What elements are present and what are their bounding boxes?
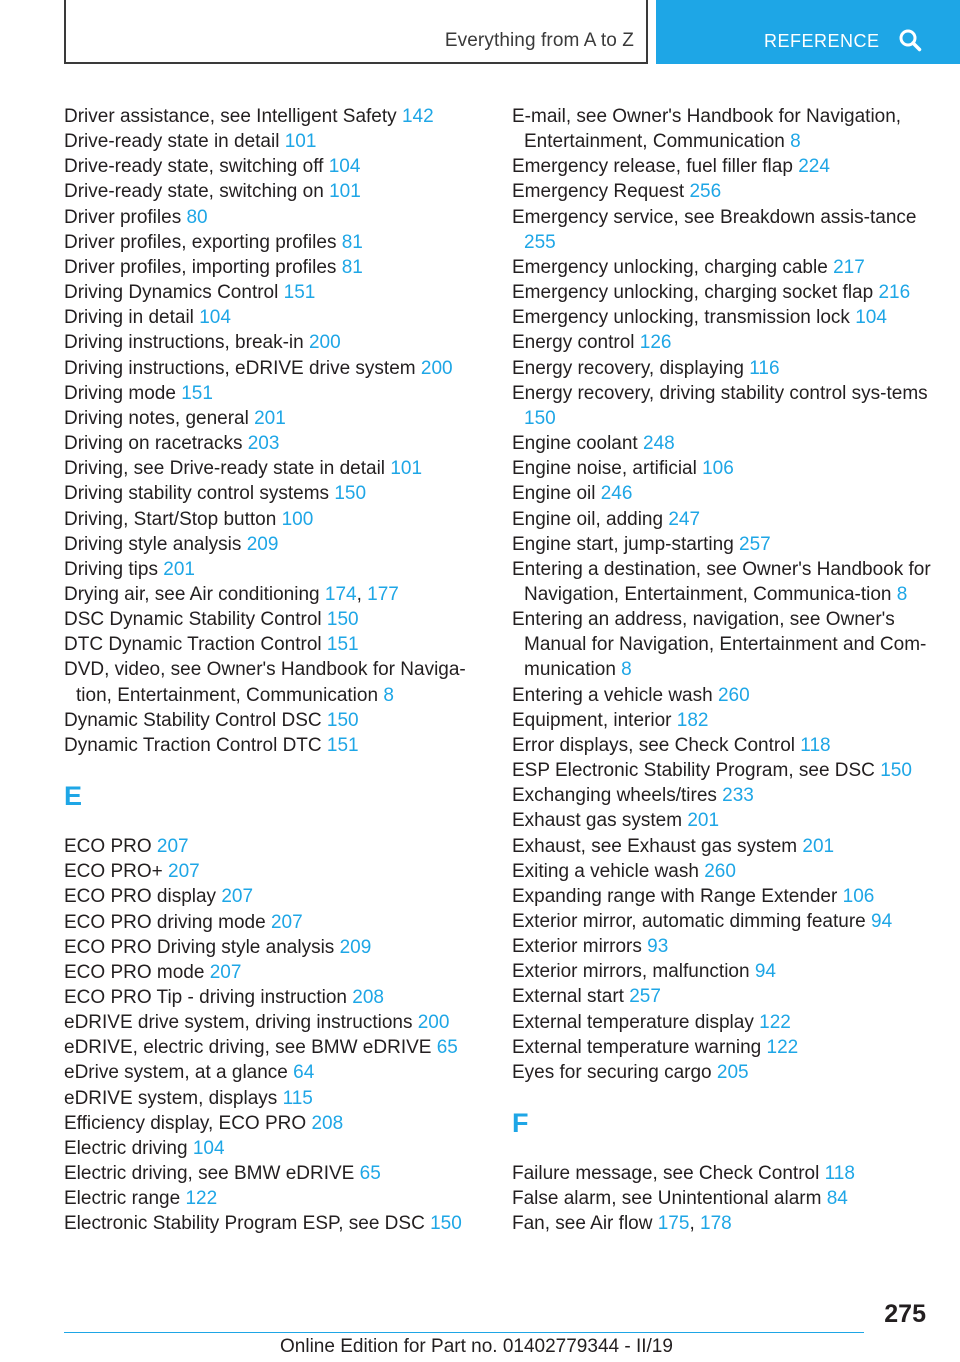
index-entry: [64, 205, 472, 230]
page-reference-link[interactable]: 175: [657, 1213, 690, 1235]
index-entry: [64, 1035, 472, 1060]
page-reference-link[interactable]: 255: [524, 231, 556, 253]
index-entry-text: Entering a destination, see Owner's Handbook for Navigation, Entertainment, Communica-tion: [512, 558, 931, 605]
page-reference-link[interactable]: 116: [749, 357, 780, 379]
page-reference-link[interactable]: 151: [181, 382, 213, 404]
index-entry-text: Driver assistance, see Intelligent Safety: [64, 106, 397, 127]
index-entry: [512, 808, 932, 833]
page-reference-link[interactable]: 207: [156, 836, 189, 858]
page-reference-link[interactable]: 84: [826, 1188, 848, 1210]
page-reference-link[interactable]: 150: [326, 609, 359, 631]
index-entry-text: Driver profiles, exporting profiles: [64, 231, 337, 253]
page-reference-link[interactable]: 209: [339, 936, 372, 958]
index-entry-text: Engine oil, adding: [512, 508, 664, 530]
page-reference-link[interactable]: 203: [247, 433, 280, 455]
index-entry-text: Drive-ready state, switching off: [64, 156, 324, 178]
page-reference-link[interactable]: 150: [430, 1213, 462, 1235]
index-entry: [512, 356, 932, 381]
page-reference-link[interactable]: 100: [281, 508, 314, 530]
index-entry-text: Electric range: [64, 1188, 181, 1210]
index-entry-text: Emergency unlocking, transmission lock: [512, 307, 850, 329]
index-letter-heading: F: [512, 1108, 529, 1139]
index-entry: [64, 1060, 472, 1085]
page-reference-link[interactable]: 201: [254, 407, 286, 429]
index-entry-text: Driving, see Drive-ready state in detail: [64, 458, 386, 480]
index-entry: [512, 934, 932, 959]
index-entry-text: Driving stability control systems: [64, 483, 330, 505]
page-reference-link[interactable]: 205: [716, 1061, 749, 1083]
index-entry: [512, 557, 932, 607]
page-reference-link[interactable]: 207: [209, 961, 242, 983]
page-reference-link[interactable]: 233: [722, 785, 754, 807]
index-entry: [64, 1161, 472, 1186]
index-entry-text: Energy recovery, displaying: [512, 357, 744, 379]
index-entry: [512, 859, 932, 884]
index-entry-text: DSC Dynamic Stability Control: [64, 609, 322, 631]
index-entry-text: Dynamic Traction Control DTC: [64, 734, 322, 756]
index-entry: [512, 683, 932, 708]
index-entry-text: Efficiency display, ECO PRO: [64, 1112, 307, 1134]
index-entry-text: Electronic Stability Program ESP, see DSC: [64, 1213, 425, 1235]
index-entry: [64, 960, 472, 985]
index-entry: Fan, see Air flow 175, 178: [512, 1213, 732, 1235]
index-entry-text: Emergency release, fuel filler flap: [512, 156, 793, 178]
index-entry-text: DVD, video, see Owner's Handbook for Naviga-tion, Entertainment, Communication: [64, 659, 466, 706]
index-entry: [64, 884, 472, 909]
page-reference-link[interactable]: 81: [341, 231, 363, 253]
index-entry: [64, 230, 472, 255]
index-entry: [64, 255, 472, 280]
page-reference-link[interactable]: 260: [717, 684, 750, 706]
index-entry-text: False alarm, see Unintentional alarm: [512, 1188, 822, 1210]
index-entry: [64, 129, 472, 154]
index-entry-text: Drive-ready state in detail: [64, 131, 280, 153]
index-letter-heading: E: [64, 781, 83, 812]
index-entry-text: Engine oil: [512, 483, 596, 505]
page-reference-link[interactable]: 224: [798, 156, 830, 178]
footer-edition: Online Edition for Part no. 01402779344 - II/19: [280, 1336, 673, 1357]
index-entry: [512, 1035, 932, 1060]
page-reference-link[interactable]: 257: [739, 533, 771, 555]
index-entry: [512, 280, 932, 305]
header-section-box: [64, 0, 648, 64]
index-entry-text: Drying air, see Air conditioning: [64, 583, 320, 605]
page-reference-link[interactable]: 126: [639, 332, 672, 354]
page-reference-link[interactable]: 65: [359, 1163, 381, 1185]
index-entry-text: Entering an address, navigation, see Owner's Manual for Navigation, Entertainment and Com-munication: [512, 609, 927, 681]
index-entry: [512, 733, 932, 758]
index-entry-text: Equipment, interior: [512, 709, 672, 731]
page-reference-link[interactable]: 64: [293, 1062, 315, 1084]
index-entry-text: Drive-ready state, switching on: [64, 181, 324, 203]
index-entry: [64, 356, 472, 381]
index-entry: [64, 104, 472, 129]
page-reference-link[interactable]: 209: [246, 533, 279, 555]
page-reference-link[interactable]: 151: [326, 734, 359, 756]
index-entry-text: Exterior mirrors: [512, 936, 642, 958]
index-entry: [64, 280, 472, 305]
index-entry: [64, 431, 472, 456]
page-reference-link[interactable]: 122: [185, 1188, 218, 1210]
index-entry: [64, 456, 472, 481]
index-entry: [64, 330, 472, 355]
page-reference-link[interactable]: 115: [282, 1087, 313, 1109]
page-reference-link[interactable]: 118: [824, 1163, 855, 1185]
index-entry: [64, 557, 472, 582]
index-entry: [512, 255, 932, 280]
index-entry-text: Driving notes, general: [64, 407, 249, 429]
index-entry-text: eDRIVE drive system, driving instructions: [64, 1012, 413, 1034]
index-entry: [512, 330, 932, 355]
index-entry: [64, 179, 472, 204]
index-entry: [512, 1186, 932, 1211]
page-reference-link[interactable]: 178: [700, 1213, 732, 1235]
chapter-title: REFERENCE: [764, 31, 880, 51]
page-reference-link[interactable]: 260: [704, 860, 736, 882]
index-entry: [64, 381, 472, 406]
index-entry: [512, 381, 932, 431]
index-entry: [512, 104, 932, 154]
index-entry-text: Driver profiles: [64, 206, 182, 228]
index-entry-text: Electric driving: [64, 1137, 188, 1159]
index-entry-text: Emergency Request: [512, 181, 685, 203]
page-reference-link[interactable]: 8: [621, 659, 632, 681]
index-entry-text: Driving style analysis: [64, 533, 242, 555]
index-entry-text: Error displays, see Check Control: [512, 734, 795, 756]
page-reference-link[interactable]: 174: [324, 583, 357, 605]
index-entry: [64, 507, 472, 532]
index-entry-text: ECO PRO Driving style analysis: [64, 936, 335, 958]
index-entry: [64, 1111, 472, 1136]
index-entry: [512, 607, 932, 682]
index-entry: [512, 758, 932, 783]
index-entry-text: Energy control: [512, 332, 635, 354]
index-entry: [512, 959, 932, 984]
page-reference-link[interactable]: 104: [328, 156, 361, 178]
footer-divider: [64, 1332, 864, 1333]
index-entry: [512, 205, 932, 255]
page-reference-link[interactable]: 104: [192, 1137, 225, 1159]
page-reference-link[interactable]: 101: [329, 181, 361, 203]
page-reference-link[interactable]: 201: [802, 835, 835, 857]
index-entry-text: eDrive system, at a glance: [64, 1062, 288, 1084]
page-reference-link[interactable]: 106: [842, 885, 875, 907]
index-entry-text: Exterior mirrors, malfunction: [512, 961, 750, 983]
page-reference-link[interactable]: 151: [283, 282, 316, 304]
page-reference-link[interactable]: 150: [334, 483, 367, 505]
page-reference-link[interactable]: 104: [199, 307, 231, 329]
index-entry-text: ECO PRO Tip - driving instruction: [64, 987, 347, 1008]
index-entry: [64, 1186, 472, 1211]
index-entry: [64, 1136, 472, 1161]
page-reference-link[interactable]: 101: [390, 458, 423, 480]
page-reference-link[interactable]: 208: [352, 987, 384, 1008]
index-entry-text: eDRIVE, electric driving, see BMW eDRIVE: [64, 1037, 432, 1059]
index-entry-text: Exhaust, see Exhaust gas system: [512, 835, 798, 857]
page-reference-link[interactable]: 8: [790, 131, 801, 153]
index-entry-text: E-mail, see Owner's Handbook for Navigation, Entertainment, Communication: [512, 106, 902, 153]
index-entry-text: External start: [512, 986, 624, 1008]
page-reference-link[interactable]: 101: [284, 131, 317, 153]
index-entry: [64, 859, 472, 884]
page-reference-link[interactable]: 8: [383, 684, 394, 706]
index-column-right: [512, 104, 932, 1237]
index-entry-text: Electric driving, see BMW eDRIVE: [64, 1163, 355, 1185]
index-entry: [64, 305, 472, 330]
index-entry: [64, 154, 472, 179]
page-number: 275: [884, 1300, 926, 1328]
page-reference-link[interactable]: 256: [689, 181, 722, 203]
index-entry-text: Driving tips: [64, 558, 158, 580]
page-reference-link[interactable]: 200: [308, 332, 341, 354]
page-reference-link[interactable]: 106: [702, 458, 734, 480]
page-reference-link[interactable]: 150: [326, 709, 359, 731]
index-entry: [512, 708, 932, 733]
index-entry: [64, 632, 472, 657]
index-entry-text: External temperature warning: [512, 1036, 762, 1058]
index-entry-text: DTC Dynamic Traction Control: [64, 634, 322, 656]
page-reference-link[interactable]: 151: [326, 634, 359, 656]
index-entry-text: Exchanging wheels/tires: [512, 785, 717, 807]
index-entry-text: Driving mode: [64, 382, 176, 404]
index-entry-text: Driving in detail: [64, 307, 194, 329]
index-entry: [512, 431, 932, 456]
index-entry: [64, 985, 472, 1010]
page-reference-link[interactable]: 150: [880, 760, 912, 782]
section-title: Everything from A to Z: [444, 30, 634, 51]
page-reference-link[interactable]: 122: [766, 1036, 799, 1058]
index-entry: [64, 481, 472, 506]
index-entry-text: Entering a vehicle wash: [512, 684, 713, 706]
index-entry: [512, 884, 932, 909]
index-entry: [64, 834, 472, 859]
page-reference-link[interactable]: 216: [878, 282, 911, 304]
index-entry: [512, 909, 932, 934]
page-reference-link[interactable]: 142: [401, 106, 434, 127]
page-reference-link[interactable]: 65: [436, 1037, 458, 1059]
index-entry-text: Driving on racetracks: [64, 433, 243, 455]
index-entry: [64, 532, 472, 557]
page-reference-link[interactable]: 200: [420, 357, 453, 379]
index-column-left: [64, 104, 472, 1237]
page-reference-link[interactable]: 94: [871, 911, 893, 932]
index-entry-text: Eyes for securing cargo: [512, 1061, 712, 1083]
header-chapter-tab[interactable]: [656, 0, 960, 64]
index-entry: [512, 834, 932, 859]
index-entry-text: Engine coolant: [512, 433, 638, 455]
index-entry-text: Driving Dynamics Control: [64, 282, 279, 304]
page-reference-link[interactable]: 81: [341, 256, 363, 278]
index-entry-text: Engine start, jump-starting: [512, 533, 734, 555]
index-entry: [512, 1060, 932, 1085]
index-entry-text: Exiting a vehicle wash: [512, 860, 699, 882]
index-entry: [512, 1010, 932, 1035]
index-entry: [64, 1010, 472, 1035]
page-reference-link[interactable]: 177: [367, 583, 399, 605]
index-entry: [512, 179, 932, 204]
page-reference-link[interactable]: 201: [687, 810, 720, 832]
index-entry: [512, 305, 932, 330]
index-entry: [64, 657, 472, 707]
index-entry: Drying air, see Air conditioning 174, 177: [64, 583, 399, 605]
page-reference-link[interactable]: 200: [417, 1012, 450, 1034]
index-entry: [64, 607, 472, 632]
index-entry-text: Emergency unlocking, charging cable: [512, 256, 828, 278]
index-entry-text: Driving, Start/Stop button: [64, 508, 277, 530]
index-entry-text: ECO PRO: [64, 836, 152, 858]
index-entry-text: Expanding range with Range Extender: [512, 885, 838, 907]
page-reference-link[interactable]: 207: [168, 861, 200, 883]
index-entry-text: ECO PRO mode: [64, 961, 205, 983]
page-reference-link[interactable]: 257: [629, 986, 661, 1008]
page-reference-link[interactable]: 182: [676, 709, 709, 731]
index-entry: [64, 935, 472, 960]
index-entry-text: Dynamic Stability Control DSC: [64, 709, 322, 731]
index-entry: [64, 1086, 472, 1111]
index-entry-text: Driving instructions, eDRIVE drive system: [64, 357, 416, 379]
page-reference-link[interactable]: 207: [221, 886, 254, 908]
index-entry: [512, 154, 932, 179]
page-reference-link[interactable]: 93: [647, 936, 669, 958]
index-entry-text: Emergency unlocking, charging socket flap: [512, 282, 874, 304]
index-entry-text: ESP Electronic Stability Program, see DSC: [512, 760, 875, 782]
index-entry: [64, 406, 472, 431]
page-reference-link[interactable]: 150: [524, 407, 556, 429]
index-entry: [512, 1161, 932, 1186]
page-reference-link[interactable]: 80: [186, 206, 208, 228]
index-entry-text: Emergency service, see Breakdown assis-tance: [512, 206, 917, 228]
index-entry: [512, 532, 932, 557]
page-reference-link[interactable]: 247: [668, 508, 701, 530]
index-entry-text: Exterior mirror, automatic dimming feature: [512, 911, 866, 932]
page-reference-link[interactable]: 122: [759, 1011, 791, 1033]
page-reference-link[interactable]: 248: [643, 433, 675, 455]
index-entry-text: Engine noise, artificial: [512, 458, 697, 480]
index-entry-text: ECO PRO driving mode: [64, 911, 266, 933]
index-entry: [512, 507, 932, 532]
index-entry: [512, 456, 932, 481]
page-reference-link[interactable]: 217: [833, 256, 865, 278]
index-entry: [64, 708, 472, 733]
index-entry: [64, 910, 472, 935]
index-entry-text: External temperature display: [512, 1011, 754, 1033]
index-entry-text: ECO PRO display: [64, 886, 217, 908]
page-reference-link[interactable]: 208: [311, 1112, 344, 1134]
page-reference-link[interactable]: 104: [855, 307, 887, 329]
index-entry-text: Driving instructions, break-in: [64, 332, 304, 354]
index-entry-text: Energy recovery, driving stability control sys-tems: [512, 382, 928, 404]
index-entry: [64, 1211, 472, 1236]
index-entry-text: ECO PRO+: [64, 861, 163, 883]
search-icon[interactable]: [898, 28, 922, 52]
page-reference-link[interactable]: 201: [163, 558, 195, 580]
page-reference-link[interactable]: 94: [754, 961, 776, 983]
index-entry: [512, 984, 932, 1009]
index-entry: [512, 783, 932, 808]
page-reference-link[interactable]: 118: [800, 734, 831, 756]
index-entry-text: Failure message, see Check Control: [512, 1163, 820, 1185]
index-entry-text: Driver profiles, importing profiles: [64, 256, 337, 278]
index-entry-text: Exhaust gas system: [512, 810, 683, 832]
index-entry-text: Fan, see Air flow: [512, 1213, 653, 1235]
index-entry: [512, 481, 932, 506]
page-reference-link[interactable]: 8: [896, 583, 908, 605]
page-reference-link[interactable]: 207: [270, 911, 303, 933]
index-entry-text: eDRIVE system, displays: [64, 1087, 278, 1109]
page-reference-link[interactable]: 246: [600, 483, 633, 505]
index-entry: [64, 733, 472, 758]
